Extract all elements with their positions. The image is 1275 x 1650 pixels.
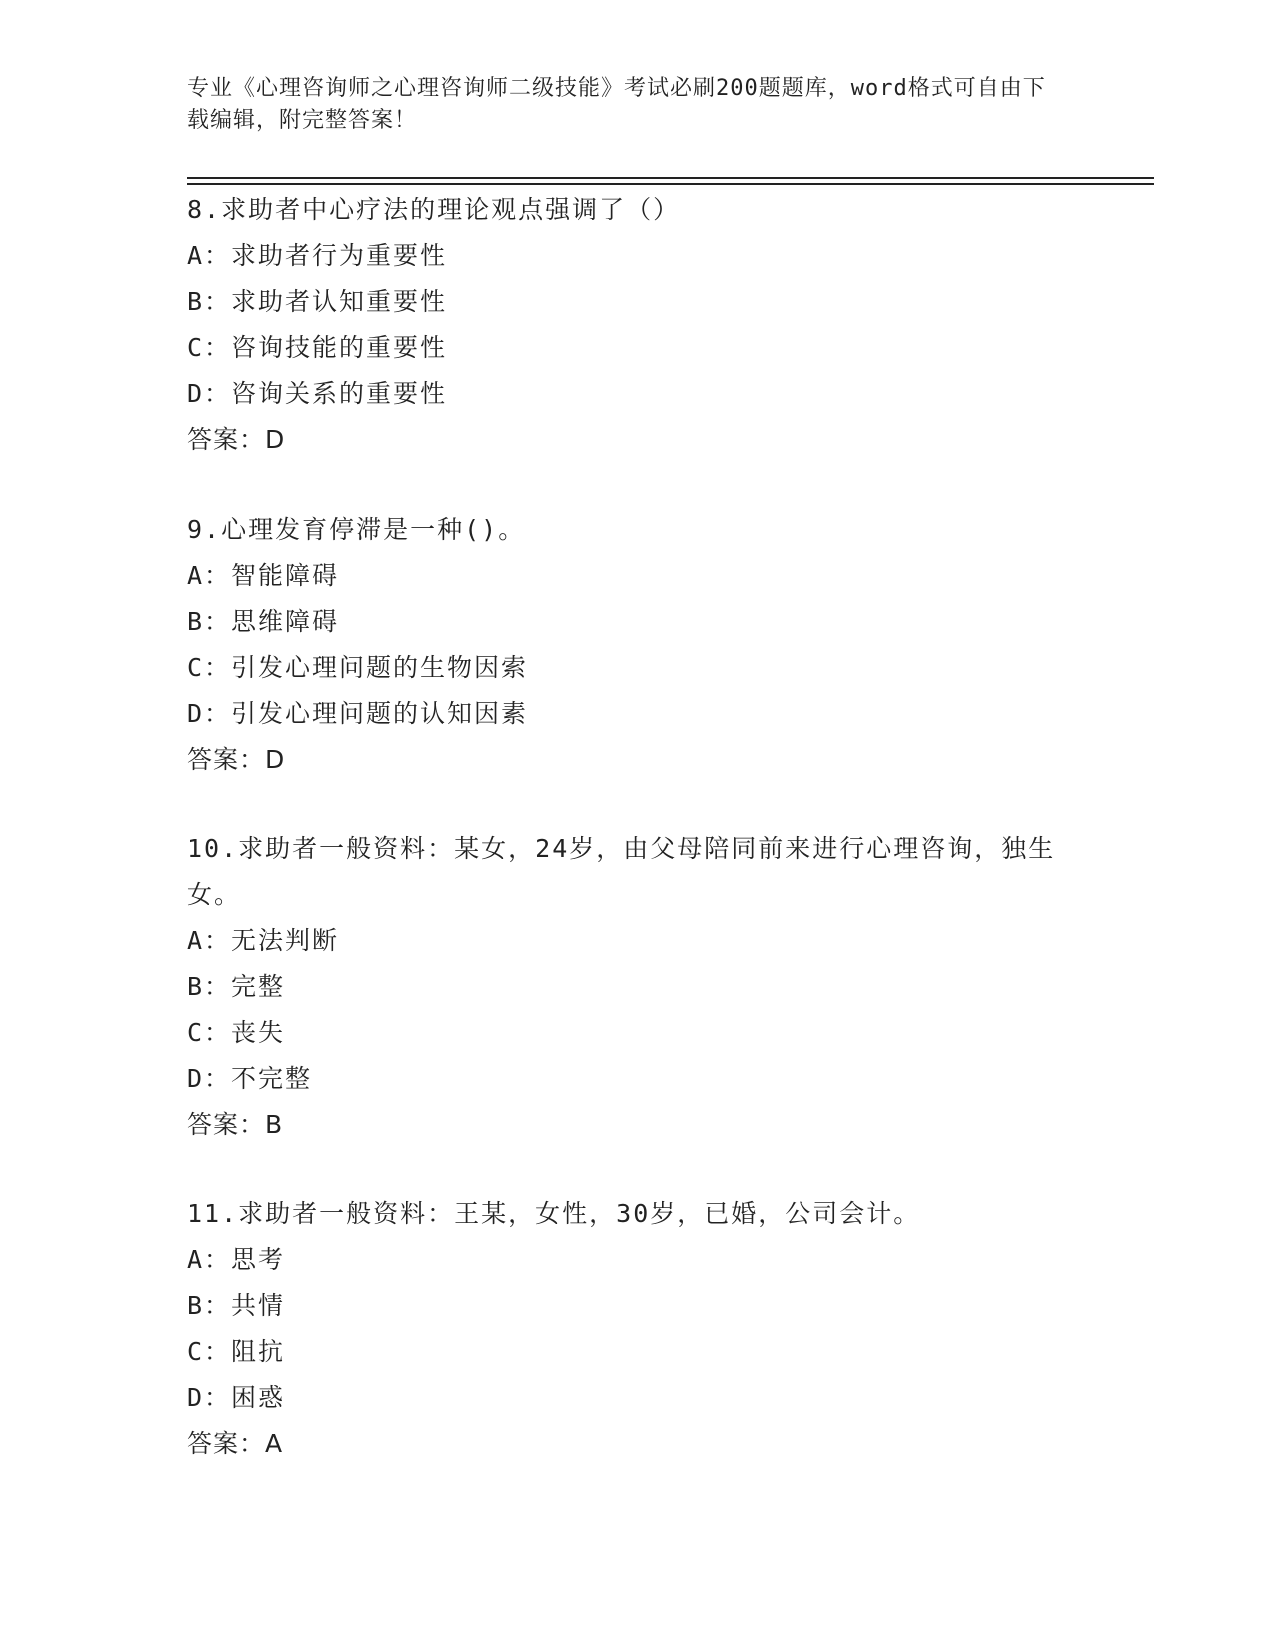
question-stem: 8.求助者中心疗法的理论观点强调了（） <box>187 195 681 224</box>
option-d: D：不完整 <box>187 1064 313 1093</box>
question-stem: 10.求助者一般资料：某女，24岁，由父母陪同前来进行心理咨询，独生女。 <box>187 834 1056 909</box>
answer-line: 答案：D <box>187 745 286 774</box>
option-a: A：求助者行为重要性 <box>187 241 448 270</box>
option-c: C：咨询技能的重要性 <box>187 333 448 362</box>
answer-line: 答案：D <box>187 425 286 454</box>
option-d: D：困惑 <box>187 1383 286 1412</box>
answer-line: 答案：A <box>187 1429 284 1458</box>
header-divider-top <box>187 177 1154 179</box>
option-c: C：引发心理问题的生物因索 <box>187 653 529 682</box>
option-b: B：完整 <box>187 972 286 1001</box>
question-10 <box>187 826 1087 1148</box>
option-b: B：求助者认知重要性 <box>187 287 448 316</box>
option-c: C：阻抗 <box>187 1337 286 1366</box>
option-d: D：咨询关系的重要性 <box>187 379 448 408</box>
question-11 <box>187 1191 1087 1467</box>
question-stem: 11.求助者一般资料：王某，女性，30岁，已婚，公司会计。 <box>187 1199 921 1228</box>
option-d: D：引发心理问题的认知因素 <box>187 699 529 728</box>
header-divider-bottom <box>187 183 1154 185</box>
option-a: A：思考 <box>187 1245 286 1274</box>
question-9 <box>187 507 1087 783</box>
document-intro: 专业《心理咨询师之心理咨询师二级技能》考试必刷200题题库，word格式可自由下载编辑，附完整答案！ <box>187 76 1046 133</box>
answer-line: 答案：B <box>187 1110 284 1139</box>
option-a: A：无法判断 <box>187 926 340 955</box>
option-a: A：智能障碍 <box>187 561 340 590</box>
option-c: C：丧失 <box>187 1018 286 1047</box>
option-b: B：共情 <box>187 1291 286 1320</box>
question-stem: 9.心理发育停滞是一种()。 <box>187 515 526 544</box>
question-8 <box>187 187 1087 463</box>
option-b: B：思维障碍 <box>187 607 340 636</box>
